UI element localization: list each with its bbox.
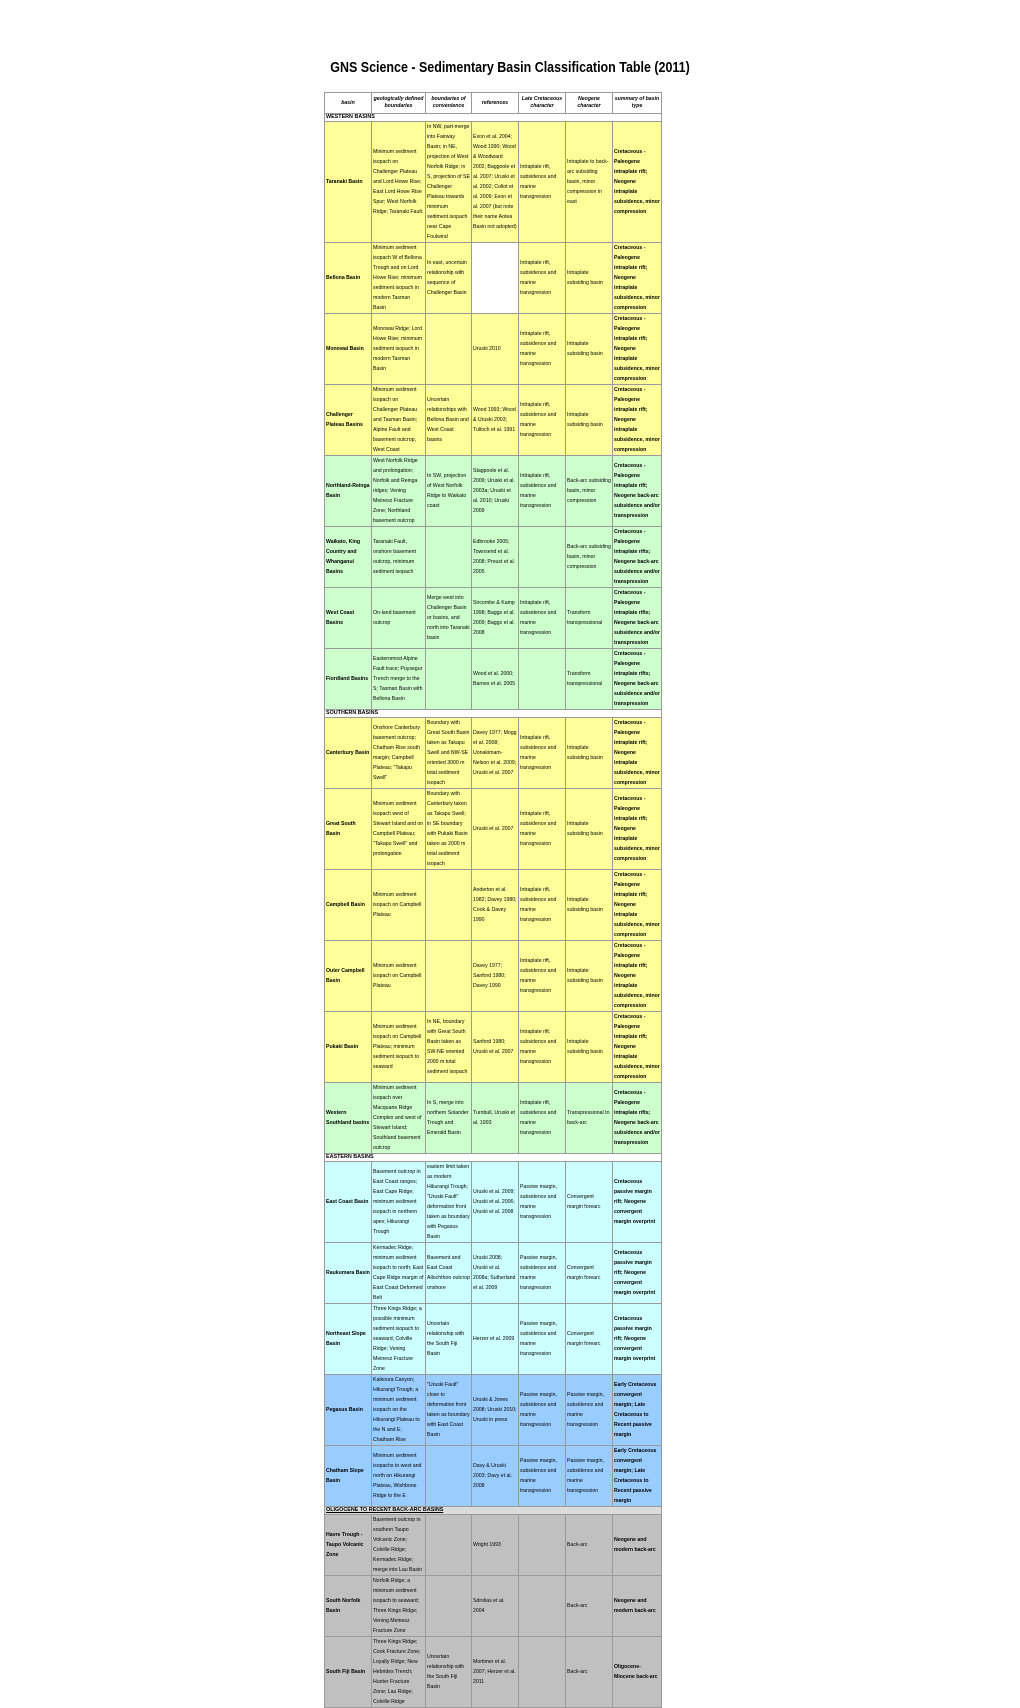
- header-row: [325, 93, 662, 114]
- summary-cell: Cretaceous - Paleogene intraplate rift; Neogene intraplate subsidence, minor compression: [613, 870, 662, 941]
- neogene-cell: Intraplate subsiding basin: [566, 941, 613, 1012]
- geologic-boundaries-cell: Basement outcrop in southern Taupo Volcanic Zone; Colville Ridge; Kermadec Ridge; merge into Lau Basin: [372, 1515, 426, 1576]
- references-cell: Davey 1977; Mogg et al. 2008; Uonakimam-Nelson et al. 2009; Uruski et al. 2007: [472, 718, 519, 789]
- basin-name-cell: Taranaki Basin: [325, 122, 372, 243]
- geologic-boundaries-cell: Onshore Canterbury basement outcrop; Chatham Rise south margin; Campbell Plateau; "Takapu Swell": [372, 718, 426, 789]
- summary-cell: Cretaceous - Paleogene intraplate rift; Neogene intraplate subsidence, minor compression: [613, 1012, 662, 1083]
- geologic-boundaries-cell: Minimum sediment isopach on Campbell Plateau; minimum sediment isopach to seaward: [372, 1012, 426, 1083]
- basin-name-cell: Canterbury Basin: [325, 718, 372, 789]
- table-row: [325, 1446, 662, 1507]
- summary-cell: Cretaceous passive margin rift; Neogene convergent margin overprint: [613, 1304, 662, 1375]
- basin-name-cell: Challenger Plateau Basins: [325, 385, 372, 456]
- neogene-cell: Intraplate to back-arc subsiding basin, minor compression in east: [566, 122, 613, 243]
- summary-cell: Cretaceous - Paleogene intraplate rifts; Neogene back-arc subsidence and/or transpression: [613, 588, 662, 649]
- geologic-boundaries-cell: Monowai Ridge; Lord Howe Rise; minimum sediment isopach in modern Tasman Basin: [372, 314, 426, 385]
- convenience-boundaries-cell: [426, 870, 472, 941]
- convenience-boundaries-cell: In NW, part-merge into Fairway Basin; in NE, projection of West Norfolk Ridge; in S, projection of SE Challenger Plateau towards minimum sediment isopach near Cape Foulwind: [426, 122, 472, 243]
- convenience-boundaries-cell: In east, uncertain relationship with sequence of Challenger Basin: [426, 243, 472, 314]
- geologic-boundaries-cell: Norfolk Ridge; a minimum sediment isopach to seaward; Three Kings Ridge; Vening Meinesz Fracture Zone: [372, 1576, 426, 1637]
- column-header-geologic-boundaries: geologically defined boundaries: [372, 93, 426, 114]
- basin-name-cell: Havre Trough - Taupo Volcanic Zone: [325, 1515, 372, 1576]
- section-label: EASTERN BASINS: [325, 1154, 662, 1162]
- summary-cell: Oligocene-Miocene back-arc: [613, 1637, 662, 1708]
- basin-name-cell: Chatham Slope Basin: [325, 1446, 372, 1507]
- references-cell: Uruski et al. 2009; Uruski et al. 2006; Uruski et al. 2008: [472, 1162, 519, 1243]
- summary-cell: Neogene and modern back-arc: [613, 1576, 662, 1637]
- basin-name-cell: Northeast Slope Basin: [325, 1304, 372, 1375]
- basin-name-cell: West Coast Basins: [325, 588, 372, 649]
- convenience-boundaries-cell: Uncertain relationship with the South Fiji Basin: [426, 1304, 472, 1375]
- convenience-boundaries-cell: In S, merge into northern Solander Trough and Emerald Basin: [426, 1083, 472, 1154]
- page-title: GNS Science - Sedimentary Basin Classification Table (2011): [330, 60, 690, 76]
- convenience-boundaries-cell: Uncertain relationships with Bellona Basin and West Coast basins: [426, 385, 472, 456]
- neogene-cell: Passive margin, subsidence and marine transgression: [566, 1446, 613, 1507]
- neogene-cell: Intraplate subsiding basin: [566, 314, 613, 385]
- references-cell: Edbrooke 2005; Townsend et al. 2008; Proust et al. 2005: [472, 527, 519, 588]
- summary-cell: Cretaceous - Paleogene intraplate rift; Neogene intraplate subsidence, minor compression: [613, 385, 662, 456]
- basin-name-cell: Northland-Reinga Basin: [325, 456, 372, 527]
- geologic-boundaries-cell: Minimum sediment isopachs to west and north on Hikurangi Plateau, Wishbone Ridge to the E: [372, 1446, 426, 1507]
- basin-name-cell: Campbell Basin: [325, 870, 372, 941]
- summary-cell: Cretaceous - Paleogene intraplate rift; Neogene intraplate subsidence, minor compression: [613, 941, 662, 1012]
- late-cretaceous-cell: Passive margin, subsidence and marine transgression: [519, 1446, 566, 1507]
- table-row: [325, 1576, 662, 1637]
- neogene-cell: Transform transpressional: [566, 588, 613, 649]
- late-cretaceous-cell: Intraplate rift, subsidence and marine transgression: [519, 314, 566, 385]
- table-row: [325, 789, 662, 870]
- neogene-cell: Convergent margin forearc: [566, 1243, 613, 1304]
- section-header-row: [325, 114, 662, 122]
- neogene-cell: Transform transpressional: [566, 649, 613, 710]
- table-row: [325, 314, 662, 385]
- summary-cell: Early Cretaceous convergent margin; Late Cretaceous to Recent passive margin: [613, 1375, 662, 1446]
- convenience-boundaries-cell: [426, 941, 472, 1012]
- neogene-cell: Back-arc: [566, 1637, 613, 1708]
- convenience-boundaries-cell: eastern limit taken as modern Hikurangi Trough; "Uruski Fault" deformation front taken as boundary with Pegasus Basin: [426, 1162, 472, 1243]
- convenience-boundaries-cell: [426, 314, 472, 385]
- references-cell: Wood et al. 2000; Barnes et al. 2005: [472, 649, 519, 710]
- references-cell: Stagpoole et al. 2009; Uruski et al. 2003a; Uruski et al. 2010; Uruski 2009: [472, 456, 519, 527]
- table-row: [325, 456, 662, 527]
- section-header-row: [325, 710, 662, 718]
- table-row: [325, 1162, 662, 1243]
- basin-name-cell: Monowai Basin: [325, 314, 372, 385]
- summary-cell: Cretaceous - Paleogene intraplate rifts; Neogene back-arc subsidence and/or transpression: [613, 1083, 662, 1154]
- geologic-boundaries-cell: Minimum sediment isopach over Macquarie Ridge Complex and west of Stewart Island; Southland basement outcrop: [372, 1083, 426, 1154]
- convenience-boundaries-cell: [426, 1446, 472, 1507]
- section-label: WESTERN BASINS: [325, 114, 662, 122]
- basin-name-cell: South Fiji Basin: [325, 1637, 372, 1708]
- summary-cell: Cretaceous passive margin rift; Neogene convergent margin overprint: [613, 1243, 662, 1304]
- neogene-cell: Back-arc: [566, 1576, 613, 1637]
- summary-cell: Cretaceous - Paleogene intraplate rift; Neogene intraplate subsidence, minor compression: [613, 789, 662, 870]
- basin-name-cell: Western Southland basins: [325, 1083, 372, 1154]
- references-cell: Wood 1993; Wood & Uruski 2003; Tulloch et al. 1991: [472, 385, 519, 456]
- geologic-boundaries-cell: Minimum sediment isopach on Campbell Plateau: [372, 870, 426, 941]
- late-cretaceous-cell: Passive margin, subsidence and marine transgression: [519, 1375, 566, 1446]
- summary-cell: Cretaceous - Paleogene intraplate rift; Neogene intraplate subsidence, minor compression: [613, 243, 662, 314]
- neogene-cell: Back-arc subsiding basin, minor compression: [566, 456, 613, 527]
- basin-name-cell: Pegasus Basin: [325, 1375, 372, 1446]
- geologic-boundaries-cell: Basement outcrop in East Coast ranges; East Cape Ridge; minimum sediment isopach in northern apex; Hikurangi Trough: [372, 1162, 426, 1243]
- table-row: [325, 1304, 662, 1375]
- basin-name-cell: Pukaki Basin: [325, 1012, 372, 1083]
- table-row: [325, 1012, 662, 1083]
- summary-cell: Cretaceous - Paleogene intraplate rifts; Neogene back-arc subsidence and/or transpression: [613, 649, 662, 710]
- summary-cell: Cretaceous - Paleogene intraplate rift; Neogene intraplate subsidence, minor compression: [613, 314, 662, 385]
- summary-cell: Cretaceous - Paleogene intraplate rifts; Neogene back-arc subsidence and/or transpression: [613, 527, 662, 588]
- section-label: OLIGOCENE TO RECENT BACK-ARC BASINS: [325, 1507, 662, 1515]
- column-header-convenience-boundaries: boundaries of convenience: [426, 93, 472, 114]
- table-row: [325, 527, 662, 588]
- neogene-cell: Intraplate subsiding basin: [566, 1012, 613, 1083]
- convenience-boundaries-cell: "Uruski Fault" close to deformation front taken as boundary with East Coast Basin: [426, 1375, 472, 1446]
- summary-cell: Early Cretaceous convergent margin; Late Cretaceous to Recent passive margin: [613, 1446, 662, 1507]
- table-row: [325, 941, 662, 1012]
- convenience-boundaries-cell: [426, 1576, 472, 1637]
- late-cretaceous-cell: [519, 527, 566, 588]
- neogene-cell: Intraplate subsiding basin: [566, 870, 613, 941]
- late-cretaceous-cell: [519, 649, 566, 710]
- late-cretaceous-cell: Intraplate rift, subsidence and marine transgression: [519, 122, 566, 243]
- table-row: [325, 385, 662, 456]
- geologic-boundaries-cell: Taranaki Fault, onshore basement outcrop, minimum sediment isopach: [372, 527, 426, 588]
- summary-cell: Cretaceous passive margin rift; Neogene convergent margin overprint: [613, 1162, 662, 1243]
- late-cretaceous-cell: [519, 1515, 566, 1576]
- neogene-cell: Passive margin, subsidence and marine transgression: [566, 1375, 613, 1446]
- references-cell: Exon et al. 2004; Wood 1990; Wood & Woodward 2002; Baggoole et al. 2007; Uruski et al. 2002; Collot et al. 2009; Exon et al. 2007 (but note their name Aotea Basin not adopted): [472, 122, 519, 243]
- neogene-cell: Intraplate subsiding basin: [566, 243, 613, 314]
- convenience-boundaries-cell: [426, 649, 472, 710]
- geologic-boundaries-cell: Easternmost Alpine Fault trace; Puysegur Trench merge to the S; Tasman Basin with Bellona Basin: [372, 649, 426, 710]
- geologic-boundaries-cell: West Norfolk Ridge and prolongation; Norfolk and Reinga ridges; Vening Meinesz Fracture Zone; Northland basement outcrop: [372, 456, 426, 527]
- geologic-boundaries-cell: Minimum sediment isopach W of Bellona Trough and on Lord Howe Rise; minimum sediment isopach in modern Tasman Basin: [372, 243, 426, 314]
- late-cretaceous-cell: Passive margin, subsidence and marine transgression: [519, 1243, 566, 1304]
- neogene-cell: Convergent margin forearc: [566, 1162, 613, 1243]
- late-cretaceous-cell: Passive margin, subsidence and marine transgression: [519, 1304, 566, 1375]
- convenience-boundaries-cell: In NE, boundary with Great South Basin taken as SW-NE oriented 2000 m total sediment isopach: [426, 1012, 472, 1083]
- basin-name-cell: South Norfolk Basin: [325, 1576, 372, 1637]
- convenience-boundaries-cell: Uncertain relationship with the South Fiji Basin: [426, 1637, 472, 1708]
- geologic-boundaries-cell: Kaikoura Canyon; Hikurangi Trough; a minimum sediment isopach on the Hikurangi Plateau to the N and E; Chatham Rise: [372, 1375, 426, 1446]
- neogene-cell: Convergent margin forearc: [566, 1304, 613, 1375]
- geologic-boundaries-cell: Three Kings Ridge; a possible minimum sediment isopach to seaward; Colville Ridge; Vening Meinesz Fracture Zone: [372, 1304, 426, 1375]
- column-header-late-cretaceous: Late Cretaceous character: [519, 93, 566, 114]
- late-cretaceous-cell: Intraplate rift, subsidence and marine transgression: [519, 385, 566, 456]
- late-cretaceous-cell: Intraplate rift, subsidence and marine transgression: [519, 243, 566, 314]
- table-row: [325, 122, 662, 243]
- table-row: [325, 588, 662, 649]
- convenience-boundaries-cell: Basement and East Coast Allochthon outcrop onshore: [426, 1243, 472, 1304]
- column-header-references: references: [472, 93, 519, 114]
- late-cretaceous-cell: Intraplate rift, subsidence and marine transgression: [519, 456, 566, 527]
- neogene-cell: Intraplate subsiding basin: [566, 385, 613, 456]
- references-cell: Uruski 2008; Uruski et al. 2008a; Sutherland et al. 2009: [472, 1243, 519, 1304]
- references-cell: Anderton et al. 1982; Davey 1980; Cook & Davey 1990: [472, 870, 519, 941]
- basin-name-cell: Raukumara Basin: [325, 1243, 372, 1304]
- convenience-boundaries-cell: Merge west into Challenger Basin or basins, and north into Taranaki basin: [426, 588, 472, 649]
- summary-cell: Neogene and modern back-arc: [613, 1515, 662, 1576]
- basin-classification-table: [324, 92, 662, 1708]
- section-header-row: [325, 1507, 662, 1515]
- references-cell: [472, 243, 519, 314]
- summary-cell: Cretaceous - Paleogene intraplate rift; Neogene intraplate subsidence, minor compression: [613, 718, 662, 789]
- basin-name-cell: Fiordland Basins: [325, 649, 372, 710]
- geologic-boundaries-cell: Minimum sediment isopach on Campbell Plateau: [372, 941, 426, 1012]
- late-cretaceous-cell: Intraplate rift, subsidence and marine transgression: [519, 789, 566, 870]
- late-cretaceous-cell: Intraplate rift, subsidence and marine transgression: [519, 941, 566, 1012]
- convenience-boundaries-cell: Boundary with Great South Basin taken as Takapu Swell and NW-SE oriented 3000 m total sediment isopach: [426, 718, 472, 789]
- geologic-boundaries-cell: On-land basement outcrop: [372, 588, 426, 649]
- neogene-cell: Back-arc: [566, 1515, 613, 1576]
- convenience-boundaries-cell: Boundary with Canterbury taken as Takapu Swell; in SE boundary with Pukaki Basin taken as 2000 m total sediment isopach: [426, 789, 472, 870]
- table-row: [325, 1515, 662, 1576]
- references-cell: Mortimer et al. 2007; Herzer et al. 2011: [472, 1637, 519, 1708]
- section-label: SOUTHERN BASINS: [325, 710, 662, 718]
- geologic-boundaries-cell: Minimum sediment isopach on Challenger Plateau and Tasman Basin; Alpine Fault and basement outcrop, West Coast: [372, 385, 426, 456]
- convenience-boundaries-cell: [426, 1515, 472, 1576]
- late-cretaceous-cell: Intraplate rift, subsidence and marine transgression: [519, 718, 566, 789]
- geologic-boundaries-cell: Three Kings Ridge; Cook Fracture Zone; Loyalty Ridge; New Hebrides Trench; Hunter Fracture Zone; Lau Ridge; Colville Ridge: [372, 1637, 426, 1708]
- references-cell: Turnbull, Uruski et al. 1993: [472, 1083, 519, 1154]
- table-row: [325, 870, 662, 941]
- late-cretaceous-cell: Intraplate rift, subsidence and marine transgression: [519, 870, 566, 941]
- references-cell: Uruski et al. 2007: [472, 789, 519, 870]
- basin-name-cell: Bellona Basin: [325, 243, 372, 314]
- late-cretaceous-cell: Intraplate rift, subsidence and marine transgression: [519, 1012, 566, 1083]
- convenience-boundaries-cell: [426, 527, 472, 588]
- references-cell: Sdrolias et al. 2004: [472, 1576, 519, 1637]
- late-cretaceous-cell: Passive margin, subsidence and marine transgression: [519, 1162, 566, 1243]
- geologic-boundaries-cell: Minimum sediment isopach on Challenger Plateau and Lord Howe Rise; East Lord Howe Rise Spur; West Norfolk Ridge; Taranaki Fault.: [372, 122, 426, 243]
- summary-cell: Cretaceous - Paleogene intraplate rift; Neogene intraplate subsidence, minor compression: [613, 122, 662, 243]
- table-body: [325, 114, 662, 1708]
- table-row: [325, 1375, 662, 1446]
- basin-name-cell: Outer Campbell Basin: [325, 941, 372, 1012]
- basin-name-cell: Waikato, King Country and Whanganui Basins: [325, 527, 372, 588]
- geologic-boundaries-cell: Minimum sediment isopach west of Stewart Island and on Campbell Plateau; "Takapu Swell" and prolongation: [372, 789, 426, 870]
- references-cell: Uruski 2010: [472, 314, 519, 385]
- table-row: [325, 1083, 662, 1154]
- column-header-neogene: Neogene character: [566, 93, 613, 114]
- column-header-summary: summary of basin type: [613, 93, 662, 114]
- references-cell: Herzer et al. 2009: [472, 1304, 519, 1375]
- basin-name-cell: Great South Basin: [325, 789, 372, 870]
- references-cell: Uruski & Jones 2008; Uruski 2010; Uruski in press: [472, 1375, 519, 1446]
- table-row: [325, 718, 662, 789]
- geologic-boundaries-cell: Kermadec Ridge; minimum sediment isopach to north; East Cape Ridge margin of East Coast Deformed Belt: [372, 1243, 426, 1304]
- references-cell: Sircombe & Kamp 1998; Baggs et al. 2009; Baggs et al. 2008: [472, 588, 519, 649]
- late-cretaceous-cell: [519, 1637, 566, 1708]
- basin-name-cell: East Coast Basin: [325, 1162, 372, 1243]
- convenience-boundaries-cell: In SW, projection of West Norfolk Ridge to Waikato coast: [426, 456, 472, 527]
- column-header-basin: basin: [325, 93, 372, 114]
- references-cell: Davy & Uruski 2003; Davy et al. 2008: [472, 1446, 519, 1507]
- table-row: [325, 649, 662, 710]
- table-row: [325, 1243, 662, 1304]
- table-row: [325, 1637, 662, 1708]
- summary-cell: Cretaceous - Paleogene intraplate rift; Neogene back-arc subsidence and/or transpression: [613, 456, 662, 527]
- neogene-cell: Transpressional to back-arc: [566, 1083, 613, 1154]
- table-row: [325, 243, 662, 314]
- late-cretaceous-cell: Intraplate rift, subsidence and marine transgression: [519, 1083, 566, 1154]
- references-cell: Sanford 1980; Uruski et al. 2007: [472, 1012, 519, 1083]
- late-cretaceous-cell: [519, 1576, 566, 1637]
- references-cell: Wright 1993: [472, 1515, 519, 1576]
- neogene-cell: Intraplate subsiding basin: [566, 718, 613, 789]
- neogene-cell: Back-arc subsiding basin, minor compression: [566, 527, 613, 588]
- section-header-row: [325, 1154, 662, 1162]
- neogene-cell: Intraplate subsiding basin: [566, 789, 613, 870]
- late-cretaceous-cell: Intraplate rift, subsidence and marine transgression: [519, 588, 566, 649]
- references-cell: Davey 1977; Sanford 1980; Davey 1990: [472, 941, 519, 1012]
